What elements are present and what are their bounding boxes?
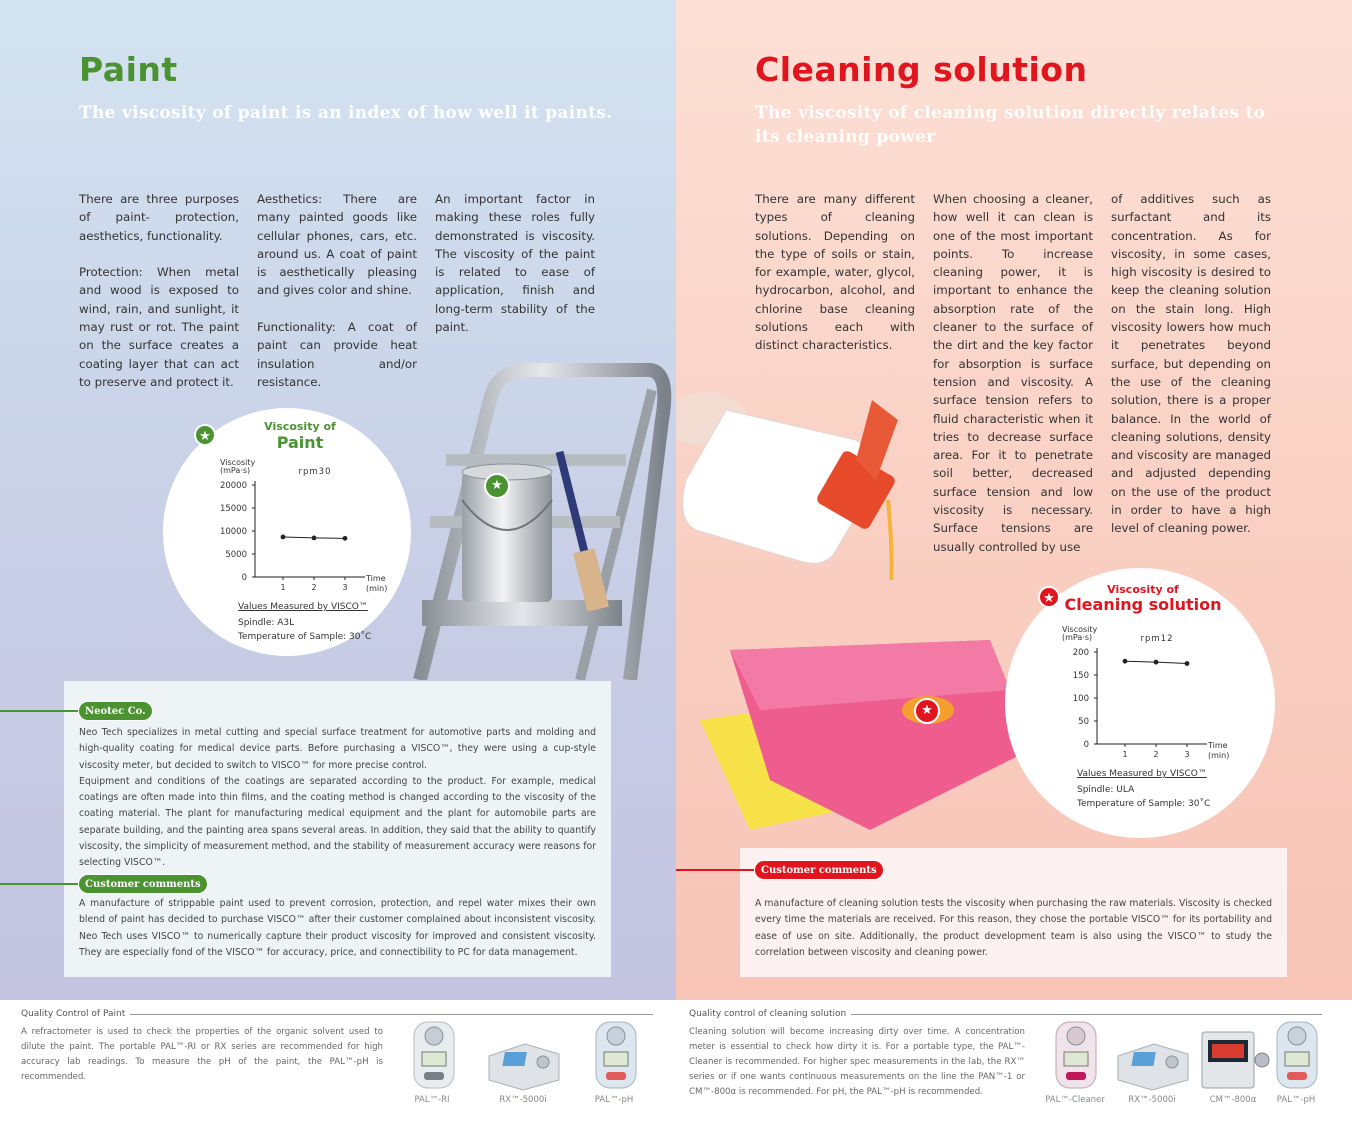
data-point (1123, 659, 1128, 664)
paint-chart-notes (238, 600, 371, 644)
paint-customer-comments-tag: Customer comments (78, 874, 208, 894)
cleaning-subtitle: The viscosity of cleaning solution directly relates to its cleaning power (755, 103, 1266, 147)
sponge-illustration (690, 630, 1050, 840)
pal-ph-device-image (594, 1018, 638, 1090)
cleaning-measured-label: Values Measured by VISCO™ (1077, 769, 1207, 779)
tag-line (676, 869, 756, 871)
divider (851, 1014, 1322, 1015)
product-label: RX™-5000i (1128, 1095, 1176, 1105)
y-tick-label: 100 (1072, 694, 1089, 704)
x-tick-label: 2 (311, 583, 317, 592)
cleaning-column-2 (933, 190, 1093, 574)
pal-ph-device-image (1275, 1018, 1319, 1090)
ladder-paint-can-illustration (400, 360, 676, 680)
paint-temperature-label: Temperature of Sample: 30˚C (238, 632, 372, 642)
x-tick-label: 1 (1122, 750, 1128, 759)
y-tick-label: 0 (1083, 740, 1089, 750)
rx-5000i-device-image (485, 1040, 561, 1092)
neotec-tag: Neotec Co. (78, 701, 153, 721)
data-point (1154, 660, 1159, 665)
y-tick-label: 200 (1072, 648, 1089, 658)
paint-chart-title-big: Paint (276, 433, 324, 452)
cleaning-chart-title-big: Cleaning solution (1064, 595, 1222, 614)
x-tick-label: 3 (1184, 750, 1190, 759)
y-tick-label: 150 (1072, 671, 1089, 681)
x-axis-unit: (min) (366, 584, 388, 593)
cleaning-chart-title-small: Viscosity of (1107, 583, 1179, 596)
cleaning-viscosity-chart (1047, 622, 1247, 772)
rx-5000i-device-image (1114, 1040, 1190, 1092)
x-axis-label: Time (366, 574, 386, 583)
rpm-annotation: rpm12 (1140, 634, 1174, 644)
paint-paragraph: An important factor in making these roles fully demonstrated is viscosity. The viscosity of the paint is related to ease of application, finish and long-term stability of the paint. (435, 192, 595, 335)
paint-title: Paint (79, 50, 178, 89)
cleaning-column-3 (1111, 190, 1271, 556)
tag-line (0, 883, 84, 885)
data-point (343, 536, 348, 541)
paint-paragraph: Protection: When metal and wood is exposed to wind, rain, and sunlight, it may rust or rot. The paint on the surface creates a coating layer that can act to preserve and protect it. (79, 265, 239, 389)
y-tick-label: 10000 (219, 527, 247, 537)
y-tick-label: 50 (1078, 717, 1089, 727)
product-label: PAL™-pH (1276, 1095, 1316, 1105)
data-point (312, 536, 317, 541)
cleaning-spindle-label: Spindle: ULA (1077, 785, 1135, 795)
neotec-text (79, 725, 596, 872)
cleaning-paragraph: There are many different types of cleaning solutions. Depending on the type of soils or stain, for example, water, glycol, hydrocarbon, alcohol, and chlorine base cleaning solutions each with distinct characteristics. (755, 192, 915, 353)
paint-paragraph: Aesthetics: There are many painted goods like cellular phones, cars, etc. around us. A coat of paint is aesthetically pleasing and gives color and shine. (257, 192, 417, 298)
product-label: PAL™-pH (594, 1095, 634, 1105)
cleaning-customer-comments-text: A manufacture of cleaning solution tests the viscosity when purchasing the raw materials. Viscosity is checked every time the materials are received. For this reason, they chose the portable VISCO™ for its portability and ease of use on site. Additionally, the product development team is also using the VISCO™ to study the correlation between viscosity and cleaning power. (755, 898, 1272, 958)
paint-chart-title-small: Viscosity of (264, 420, 336, 433)
cleaning-quality-text: Cleaning solution will become increasing dirty over time. A concentration meter is essential to check how dirty it is. For a portable type, the PAL™-Cleaner is recommended. For higher spec measurements in the lab, the RX™ series or if one wants continuous measurements on the line the PAN™-1 or CM™-800α is recommended. For pH, the PAL™-pH is recommended. (689, 1027, 1025, 1097)
paint-quality-text: A refractometer is used to check the properties of the organic solvent used to dilute the paint. The portable PAL™-RI or RX series are recommended for high accuracy lab readings. To measure the pH of the paint, the PAL™-pH is recommended. (21, 1027, 383, 1082)
product-label: PAL™-Cleaner (1045, 1095, 1105, 1105)
paint-spindle-label: Spindle: A3L (238, 618, 295, 628)
paint-column-2 (257, 190, 417, 410)
star-icon: ★ (914, 698, 940, 724)
product-label: CM™-800α (1209, 1095, 1257, 1105)
y-tick-label: 20000 (219, 481, 247, 491)
paint-viscosity-chart (205, 455, 405, 605)
x-tick-label: 2 (1153, 750, 1159, 759)
x-axis-unit: (min) (1208, 751, 1230, 760)
rpm-annotation: rpm30 (298, 467, 332, 477)
y-axis-label: Viscosity (1062, 625, 1098, 634)
neotec-paragraph: Equipment and conditions of the coatings are separated according to the product. For example, medical coatings are often made into thin films, and the coating method is changed according to the viscosity of the coating material. The plant for manufacturing medical equipment and the plant for automobile parts are separate building, and the painting area spans several areas. In addition, they said that the ability to quantify viscosity, the simplicity of measurement method, and the stability of measurement accuracy were reasons for selecting VISCO™. (79, 775, 596, 869)
paint-column-3 (435, 190, 595, 355)
y-tick-label: 0 (241, 573, 247, 583)
cleaning-quality-heading: Quality control of cleaning solution (689, 1009, 847, 1019)
tag-line (0, 710, 84, 712)
paint-paragraph: Functionality: A coat of paint can provide heat insulation and/or resistance. (257, 320, 417, 389)
y-axis-unit: (mPa·s) (1062, 633, 1093, 642)
paint-customer-comments-text: A manufacture of strippable paint used to prevent corrosion, protection, and repel water mixes their own blend of paint has decided to purchase VISCO™ after their customer complained about inconsistent viscosity. Neo Tech uses VISCO™ to numerically capture their product viscosity for improved and consistent viscosity. They are especially fond of the VISCO™ for accuracy, price, and connectibility to PC for data management. (79, 898, 596, 958)
cleaning-paragraph: of additives such as surfactant and its concentration. As for viscosity, in some cases, high viscosity is desired to keep the cleaning solution on the stain long. High viscosity lowers how much it penetrates beyond surface, but depending on the use of the cleaning solution, there is a proper balance. In the world of cleaning solutions, density and viscosity are managed and adjusted depending on the use of the product in order to have a high level of cleaning power. (1111, 192, 1271, 536)
star-icon: ★ (1038, 586, 1060, 608)
data-point (281, 535, 286, 540)
data-point (1185, 661, 1190, 666)
cleaning-title: Cleaning solution (755, 50, 1088, 89)
y-axis-unit: (mPa·s) (220, 466, 251, 475)
paint-measured-label: Values Measured by VISCO™ (238, 602, 368, 612)
neotec-paragraph: Neo Tech specializes in metal cutting and special surface treatment for automotive parts and molding and high-quality coating for medical device parts. Before purchasing a VISCO™, they were using a cup-style viscosity meter, but decided to switch to VISCO™ for more precise control. (79, 727, 596, 771)
pal-cleaner-device-image (1054, 1018, 1098, 1090)
y-tick-label: 5000 (225, 550, 247, 560)
cleaning-chart-notes (1077, 767, 1210, 811)
pal-ri-device-image (412, 1018, 456, 1090)
paint-subtitle: The viscosity of paint is an index of how well it paints. (79, 103, 613, 123)
cleaning-column-1 (755, 190, 915, 373)
paint-quality-heading: Quality Control of Paint (21, 1009, 126, 1019)
y-axis-label: Viscosity (220, 458, 256, 467)
paint-column-1 (79, 190, 239, 410)
star-icon: ★ (194, 424, 216, 446)
divider (130, 1014, 653, 1015)
paint-paragraph: There are three purposes of paint- protection, aesthetics, functionality. (79, 192, 239, 243)
product-label: PAL™-RI (414, 1095, 450, 1105)
cleaning-temperature-label: Temperature of Sample: 30˚C (1077, 799, 1211, 809)
cm-800a-device-image (1200, 1030, 1270, 1090)
cleaning-customer-comments-tag: Customer comments (754, 860, 884, 880)
y-tick-label: 15000 (219, 504, 247, 514)
star-icon: ★ (484, 473, 510, 499)
x-axis-label: Time (1208, 741, 1228, 750)
x-tick-label: 1 (280, 583, 286, 592)
x-tick-label: 3 (342, 583, 348, 592)
cleaning-paragraph: When choosing a cleaner, how well it can clean is one of the most important points. To increase cleaning power, it is important to enhance the absorption rate of the cleaner to the surface of the dirt and the key factor for absorption is surface tension and viscosity. A surface tension refers to fluid characteristic when it tries to decrease surface area. For it to penetrate soil better, decreased surface tension and low viscosity is necessary. Surface tensions are usually controlled by use (933, 192, 1093, 554)
product-label: RX™-5000i (499, 1095, 547, 1105)
bottle-illustration (676, 380, 916, 580)
